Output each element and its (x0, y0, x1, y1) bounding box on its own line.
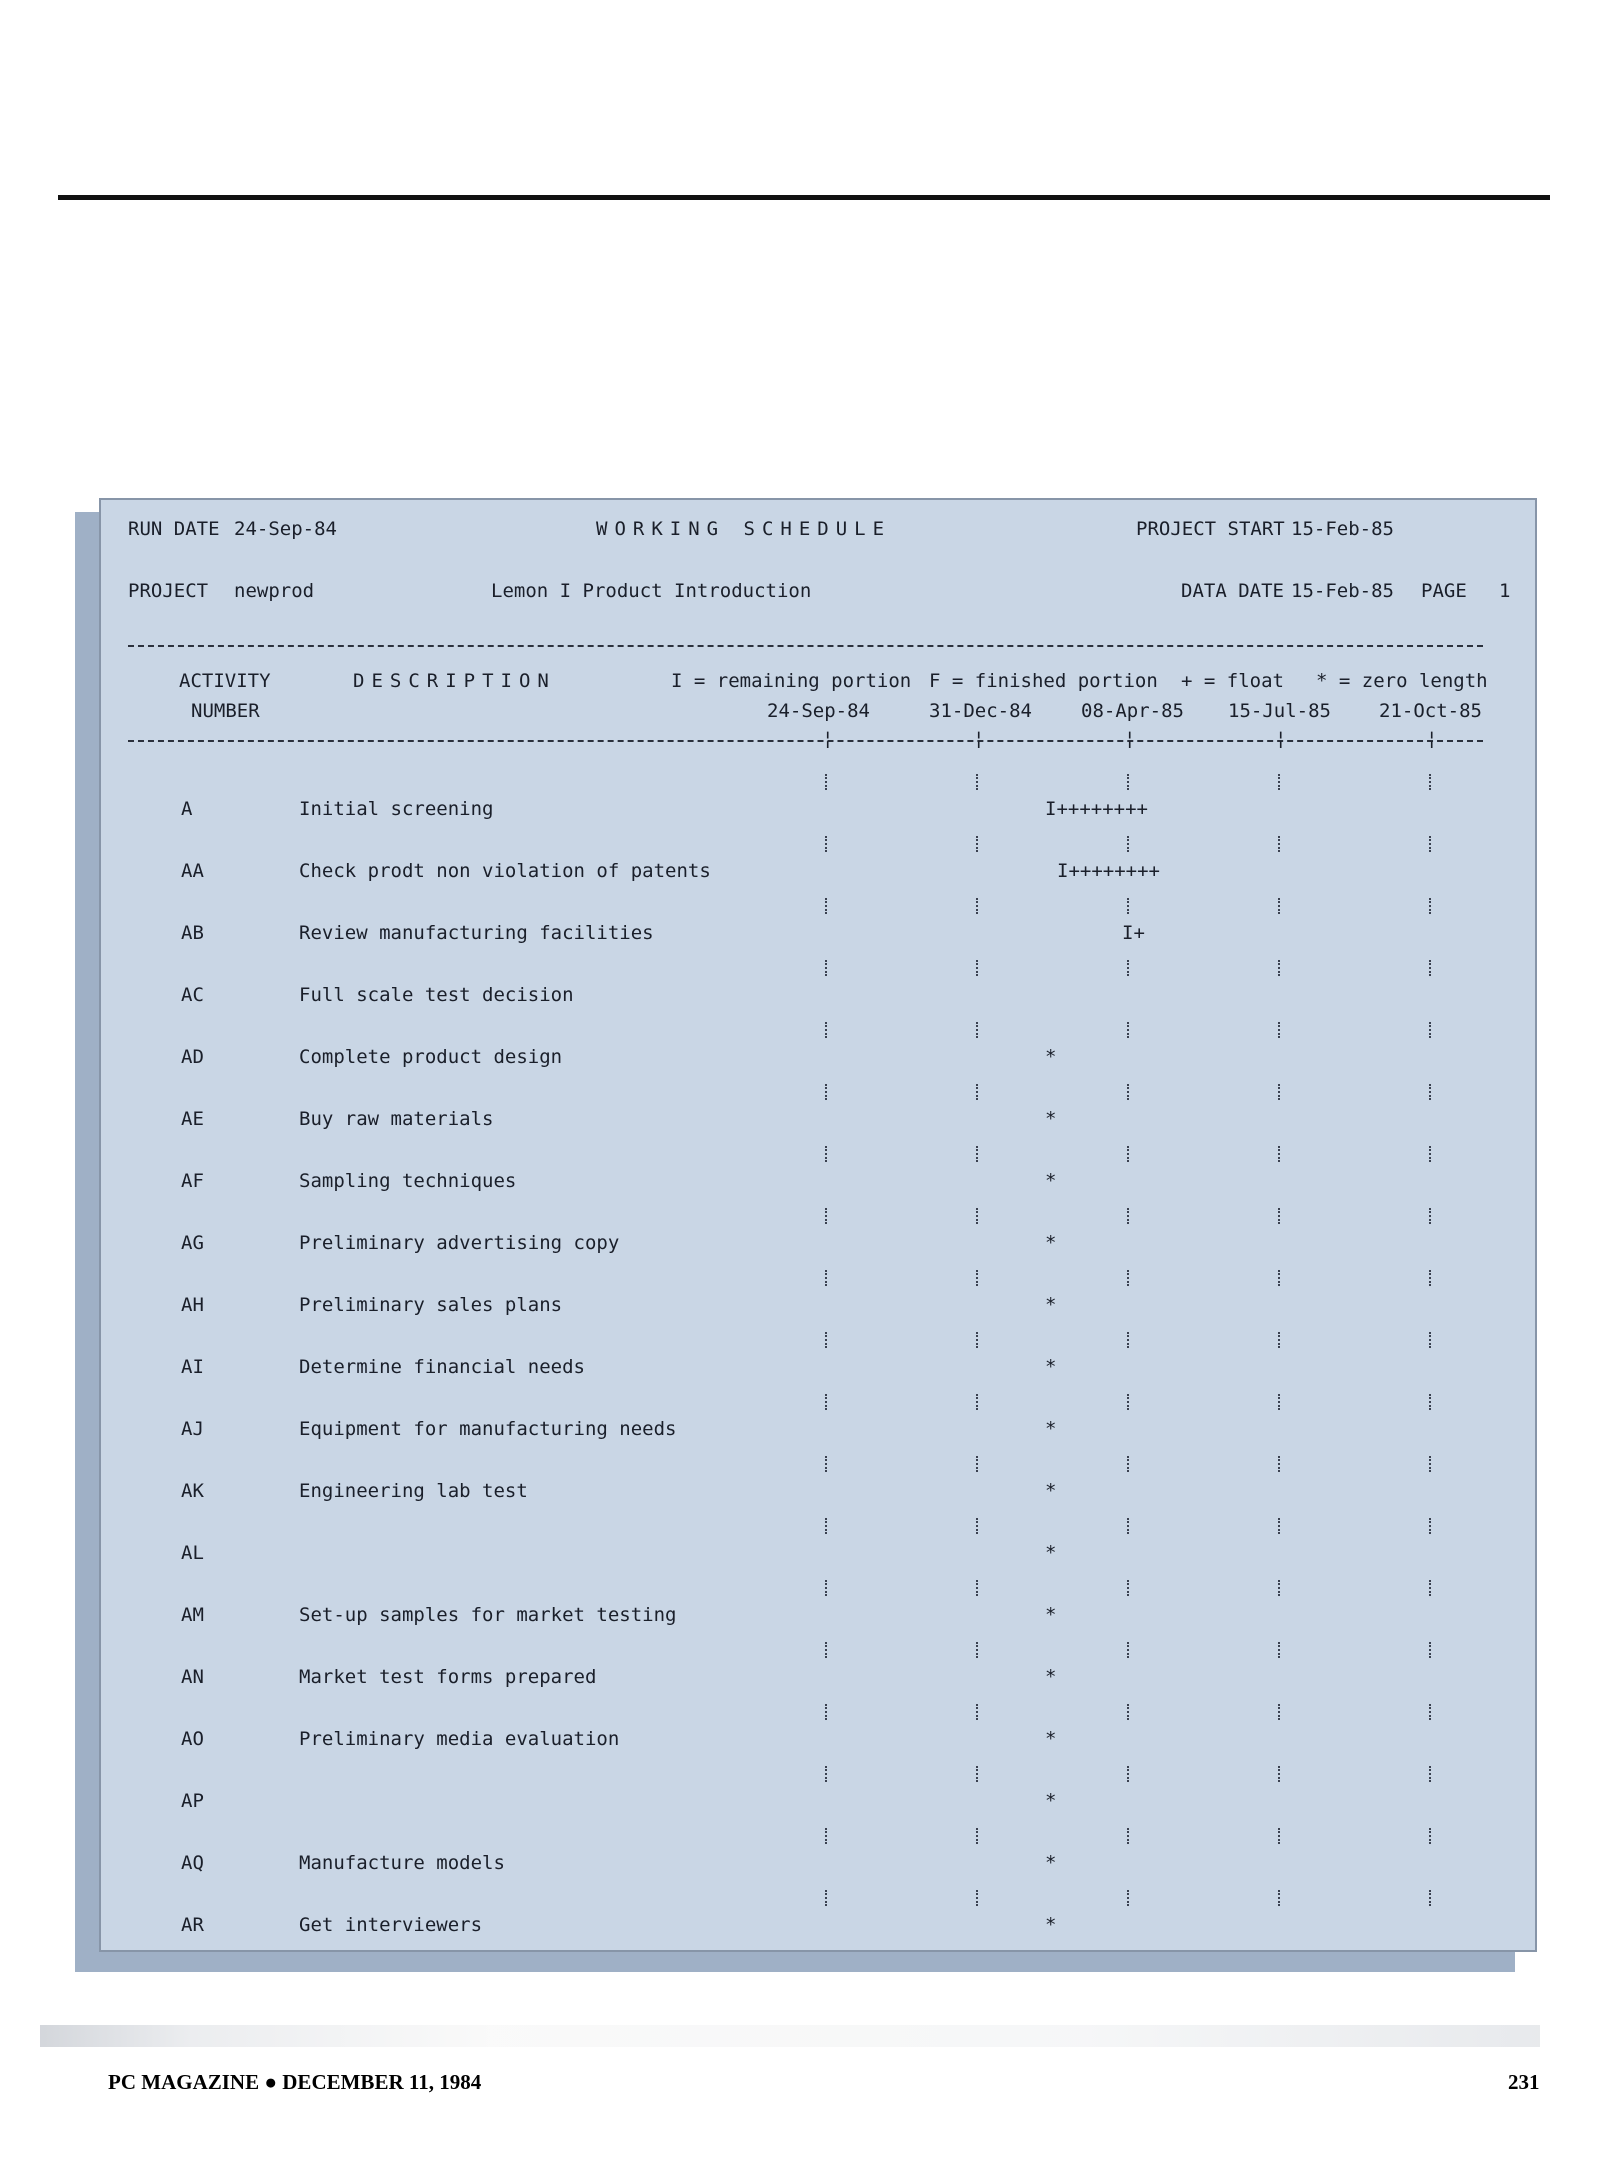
grid-marker (1278, 898, 1282, 914)
grid-marker (1429, 1084, 1433, 1100)
grid-marker (976, 1766, 980, 1782)
schedule-bar: * (1045, 1294, 1057, 1316)
activity-number: AQ (181, 1852, 204, 1874)
activity-row (101, 922, 1535, 952)
grid-marker (1429, 1828, 1433, 1844)
grid-marker (825, 836, 829, 852)
grid-marker (825, 1766, 829, 1782)
timeline-grid-row (101, 1140, 1535, 1170)
grid-marker (825, 960, 829, 976)
divider-tick: ¦ (973, 728, 985, 750)
schedule-bar: I++++++++ (1057, 860, 1160, 882)
magazine-page-number: 231 (1508, 2070, 1540, 2094)
grid-marker (1429, 1332, 1433, 1348)
timeline-grid-row (101, 1264, 1535, 1294)
activity-row (101, 1852, 1535, 1882)
timeline-grid-row (101, 1016, 1535, 1046)
activity-description: Set-up samples for market testing (299, 1604, 677, 1626)
timeline-grid-row (101, 1388, 1535, 1418)
activity-row (101, 798, 1535, 828)
grid-marker (1278, 1518, 1282, 1534)
divider-tick: ¦ (1124, 728, 1136, 750)
grid-marker (976, 1456, 980, 1472)
grid-marker (1127, 1828, 1131, 1844)
grid-marker (1278, 1270, 1282, 1286)
activity-number: AG (181, 1232, 204, 1254)
grid-marker (825, 1084, 829, 1100)
divider-tick: ¦ (1275, 728, 1287, 750)
schedule-bar: * (1045, 1852, 1057, 1874)
grid-marker (976, 1704, 980, 1720)
activity-number: AI (181, 1356, 204, 1378)
grid-marker (1127, 898, 1131, 914)
grid-marker (825, 1642, 829, 1658)
activity-description: Preliminary media evaluation (299, 1728, 620, 1750)
activity-row (101, 1914, 1535, 1944)
grid-marker (1429, 1890, 1433, 1906)
project-code: newprod (234, 580, 315, 602)
activity-number: AL (181, 1542, 204, 1564)
schedule-bar: * (1045, 1542, 1057, 1564)
schedule-bar: * (1045, 1604, 1057, 1626)
grid-marker (1278, 1332, 1282, 1348)
activity-description: Determine financial needs (299, 1356, 585, 1378)
activity-row (101, 1356, 1535, 1386)
grid-marker (1127, 774, 1131, 790)
timeline-grid-row (101, 1326, 1535, 1356)
grid-marker (1278, 1146, 1282, 1162)
timeline-date-1: 24-Sep-84 (767, 700, 870, 722)
activity-label: ACTIVITY (179, 670, 271, 692)
activity-description: Manufacture models (299, 1852, 505, 1874)
activity-row (101, 1046, 1535, 1076)
grid-marker (1278, 1828, 1282, 1844)
timeline-grid-row (101, 1574, 1535, 1604)
grid-marker (1127, 1580, 1131, 1596)
timeline-grid-row (101, 768, 1535, 798)
grid-marker (825, 1146, 829, 1162)
grid-marker (1127, 960, 1131, 976)
schedule-bar: * (1045, 1480, 1057, 1502)
grid-marker (1278, 1456, 1282, 1472)
activity-number: AH (181, 1294, 204, 1316)
data-date-label: DATA DATE (1181, 580, 1284, 602)
activity-row (101, 1170, 1535, 1200)
activity-description: Buy raw materials (299, 1108, 494, 1130)
timeline-grid-row (101, 1636, 1535, 1666)
activity-description: Engineering lab test (299, 1480, 528, 1502)
schedule-bar: * (1045, 1666, 1057, 1688)
activity-row (101, 1790, 1535, 1820)
grid-marker (825, 1394, 829, 1410)
activity-description: Full scale test decision (299, 984, 574, 1006)
schedule-bar: I+ (1122, 922, 1145, 944)
activity-number: AO (181, 1728, 204, 1750)
grid-marker (825, 1208, 829, 1224)
activity-description: Preliminary sales plans (299, 1294, 563, 1316)
project-name: Lemon I Product Introduction (491, 580, 812, 602)
grid-marker (1278, 1890, 1282, 1906)
activity-row (101, 1728, 1535, 1758)
grid-marker (976, 1270, 980, 1286)
schedule-bar: * (1045, 1790, 1057, 1812)
schedule-bar: * (1045, 1418, 1057, 1440)
schedule-bar: * (1045, 1108, 1057, 1130)
timeline-date-3: 08-Apr-85 (1081, 700, 1184, 722)
project-start-label: PROJECT START (1136, 518, 1285, 540)
grid-marker (825, 1518, 829, 1534)
legend-finished: F = finished portion (929, 670, 1158, 692)
grid-marker (1127, 1890, 1131, 1906)
run-date-value: 24-Sep-84 (234, 518, 337, 540)
activity-row (101, 1418, 1535, 1448)
grid-marker (1278, 1208, 1282, 1224)
grid-marker (1429, 1704, 1433, 1720)
page-label: PAGE (1421, 580, 1467, 602)
grid-marker (1127, 836, 1131, 852)
grid-marker (976, 1890, 980, 1906)
activity-description: Preliminary advertising copy (299, 1232, 620, 1254)
schedule-printout (99, 498, 1537, 1952)
grid-marker (976, 1580, 980, 1596)
grid-marker (1429, 960, 1433, 976)
activity-description: Review manufacturing facilities (299, 922, 654, 944)
grid-marker (1429, 1456, 1433, 1472)
timeline-grid-row (101, 1760, 1535, 1790)
activity-number: AA (181, 860, 204, 882)
schedule-bar: * (1045, 1046, 1057, 1068)
scan-artifact-band (40, 2025, 1540, 2047)
description-label: DESCRIPTION (353, 670, 556, 692)
grid-marker (1278, 1084, 1282, 1100)
activity-number: AC (181, 984, 204, 1006)
legend-float: + = float (1181, 670, 1284, 692)
grid-marker (1127, 1084, 1131, 1100)
activity-description: Get interviewers (299, 1914, 483, 1936)
legend-zero-length: * = zero length (1316, 670, 1488, 692)
activity-number: AJ (181, 1418, 204, 1440)
activity-description: Complete product design (299, 1046, 563, 1068)
activity-row (101, 1294, 1535, 1324)
grid-marker (825, 1270, 829, 1286)
grid-marker (825, 1580, 829, 1596)
grid-marker (825, 1704, 829, 1720)
grid-marker (976, 1084, 980, 1100)
grid-marker (1278, 1704, 1282, 1720)
schedule-bar: I++++++++ (1045, 798, 1148, 820)
schedule-bar: * (1045, 1728, 1057, 1750)
run-date-label: RUN DATE (128, 518, 220, 540)
grid-marker (1429, 1022, 1433, 1038)
grid-marker (976, 1208, 980, 1224)
grid-marker (1278, 1022, 1282, 1038)
activity-row (101, 1542, 1535, 1572)
grid-marker (1278, 774, 1282, 790)
grid-marker (1127, 1270, 1131, 1286)
timeline-grid-row (101, 1822, 1535, 1852)
timeline-grid-row (101, 954, 1535, 984)
grid-marker (1127, 1332, 1131, 1348)
grid-marker (976, 836, 980, 852)
grid-marker (1127, 1518, 1131, 1534)
grid-marker (825, 1022, 829, 1038)
activity-number: AF (181, 1170, 204, 1192)
grid-marker (1278, 836, 1282, 852)
activity-description: Market test forms prepared (299, 1666, 597, 1688)
timeline-grid-row (101, 1884, 1535, 1914)
grid-marker (1127, 1394, 1131, 1410)
grid-marker (1127, 1642, 1131, 1658)
grid-marker (1429, 1146, 1433, 1162)
top-rule (58, 195, 1550, 200)
activity-row (101, 984, 1535, 1014)
activity-number: AK (181, 1480, 204, 1502)
divider-tick: ¦ (822, 728, 834, 750)
activity-number: AD (181, 1046, 204, 1068)
timeline-grid-row (101, 892, 1535, 922)
schedule-bar: * (1045, 1356, 1057, 1378)
activity-description: Check prodt non violation of patents (299, 860, 711, 882)
activity-row (101, 1604, 1535, 1634)
grid-marker (825, 1332, 829, 1348)
grid-marker (825, 1456, 829, 1472)
activity-row (101, 1666, 1535, 1696)
grid-marker (976, 1022, 980, 1038)
activity-description: Sampling techniques (299, 1170, 517, 1192)
grid-marker (1127, 1766, 1131, 1782)
activity-row (101, 1108, 1535, 1138)
grid-marker (1127, 1208, 1131, 1224)
grid-marker (825, 898, 829, 914)
grid-marker (1127, 1022, 1131, 1038)
grid-marker (1278, 960, 1282, 976)
grid-marker (825, 774, 829, 790)
activity-number: AN (181, 1666, 204, 1688)
report-title: WORKING SCHEDULE (596, 518, 892, 540)
grid-marker (1429, 1208, 1433, 1224)
timeline-date-2: 31-Dec-84 (929, 700, 1032, 722)
timeline-grid-row (101, 1078, 1535, 1108)
header-divider (128, 645, 1483, 647)
schedule-bar: * (1045, 1232, 1057, 1254)
data-date-value: 15-Feb-85 (1291, 580, 1394, 602)
grid-marker (1429, 1580, 1433, 1596)
activity-description: Initial screening (299, 798, 494, 820)
timeline-grid-row (101, 1512, 1535, 1542)
activity-number: AP (181, 1790, 204, 1812)
grid-marker (1278, 1766, 1282, 1782)
publication-footer: PC MAGAZINE ● DECEMBER 11, 1984 (108, 2070, 482, 2094)
grid-marker (1429, 774, 1433, 790)
grid-marker (1278, 1394, 1282, 1410)
schedule-bar: * (1045, 1914, 1057, 1936)
grid-marker (825, 1828, 829, 1844)
grid-marker (1429, 1642, 1433, 1658)
timeline-date-5: 21-Oct-85 (1379, 700, 1482, 722)
grid-marker (1127, 1456, 1131, 1472)
grid-marker (1127, 1704, 1131, 1720)
grid-marker (976, 1146, 980, 1162)
grid-marker (1429, 836, 1433, 852)
activity-row (101, 1480, 1535, 1510)
grid-marker (1429, 1518, 1433, 1534)
timeline-grid-row (101, 1450, 1535, 1480)
grid-marker (976, 960, 980, 976)
project-label: PROJECT (128, 580, 209, 602)
legend-remaining: I = remaining portion (671, 670, 912, 692)
activity-number: AR (181, 1914, 204, 1936)
grid-marker (976, 1518, 980, 1534)
activity-description: Equipment for manufacturing needs (299, 1418, 677, 1440)
timeline-grid-row (101, 830, 1535, 860)
number-label: NUMBER (191, 700, 260, 722)
grid-marker (1429, 898, 1433, 914)
grid-marker (1278, 1580, 1282, 1596)
divider-tick: ¦ (1426, 728, 1438, 750)
activity-number: AE (181, 1108, 204, 1130)
grid-marker (1127, 1146, 1131, 1162)
grid-marker (976, 774, 980, 790)
schedule-bar: * (1045, 1170, 1057, 1192)
grid-marker (976, 1828, 980, 1844)
grid-marker (1429, 1766, 1433, 1782)
grid-marker (976, 1642, 980, 1658)
grid-marker (825, 1890, 829, 1906)
grid-marker (976, 898, 980, 914)
grid-marker (976, 1332, 980, 1348)
activity-row (101, 860, 1535, 890)
page-number: 1 (1499, 580, 1511, 602)
activity-number: AB (181, 922, 204, 944)
grid-marker (1278, 1642, 1282, 1658)
activity-number: A (181, 798, 193, 820)
activity-number: AM (181, 1604, 204, 1626)
grid-marker (976, 1394, 980, 1410)
timeline-grid-row (101, 1202, 1535, 1232)
timeline-grid-row (101, 1698, 1535, 1728)
grid-marker (1429, 1394, 1433, 1410)
project-start-value: 15-Feb-85 (1291, 518, 1394, 540)
activity-row (101, 1232, 1535, 1262)
grid-marker (1429, 1270, 1433, 1286)
timeline-date-4: 15-Jul-85 (1228, 700, 1331, 722)
